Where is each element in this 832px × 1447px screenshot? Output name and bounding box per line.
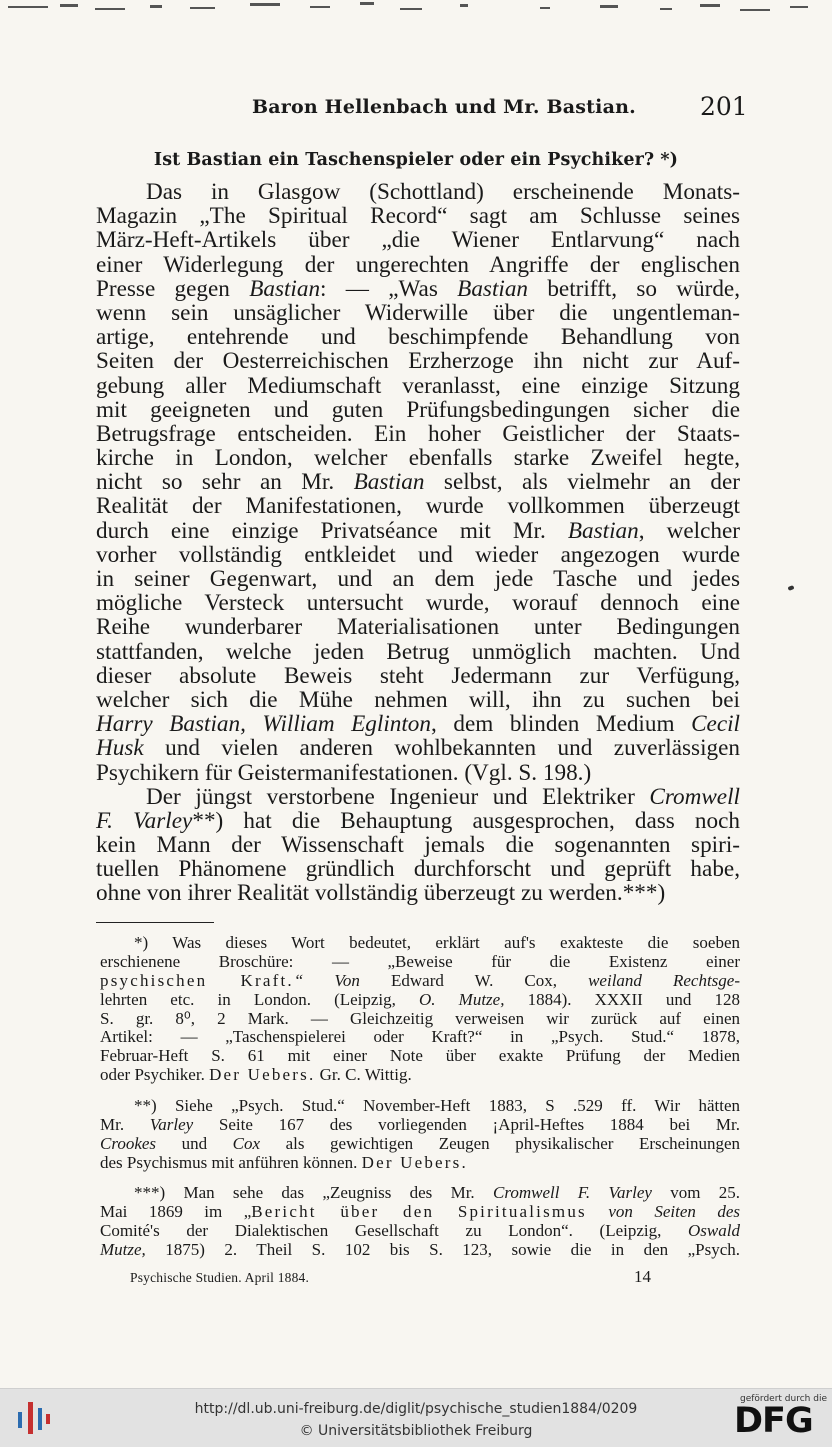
text-run: 1884). XXXII und 128 (504, 989, 740, 1009)
text-run: Comité's der Dialektischen Gesellschaft zu London“. (Leipzig, (100, 1220, 689, 1240)
text-run: Cromwell F. Varley (493, 1183, 652, 1202)
footnote-1-line (100, 1047, 740, 1066)
text-run: gebung aller Mediumschaft veranlasst, eine einzige Sitzung (96, 372, 740, 399)
journal-signature: Psychische Studien. April 1884. (130, 1270, 310, 1285)
body-line (96, 180, 740, 204)
text-run: Reihe wunderbarer Materialisationen unter Bedingungen (96, 614, 740, 641)
text-run: weiland Rechtsge- (557, 970, 741, 990)
body-line (96, 785, 740, 809)
body-line (96, 567, 740, 591)
text-run: Der Uebers. (361, 1152, 468, 1172)
text-run: dieser absolute Beweis steht Jedermann zur Verfügung, (96, 662, 740, 689)
body-line (96, 301, 740, 325)
body-line (96, 374, 740, 398)
footnote-1 (100, 934, 740, 1085)
text-run: Cox (232, 1133, 261, 1153)
text-run: “ Von (293, 970, 391, 990)
footnote-1-line (100, 1066, 740, 1085)
page-number: 201 (700, 92, 748, 121)
text-run: Gr. C. Wittig. (319, 1065, 412, 1085)
text-run: psychischen Kraft. (100, 970, 294, 990)
text-run: Bastian (457, 275, 529, 302)
text-run: von Seiten des (586, 1201, 740, 1221)
body-line (96, 446, 740, 470)
body-line (96, 857, 740, 881)
permalink-url[interactable]: http://dl.ub.uni-freiburg.de/diglit/psychische_studien1884/0209 (194, 1401, 638, 1417)
text-run: Mutze, (100, 1239, 146, 1259)
dfg-tagline: gefördert durch die (740, 1394, 827, 1404)
text-run: Cecil (691, 711, 740, 738)
text-run: März-Heft-Artikels über „die Wiener Entlarvung“ nach (96, 227, 740, 254)
text-run: lehrten etc. in London. (Leipzig, (100, 989, 420, 1009)
text-run: in seiner Gegenwart, und an dem jede Tasche und jedes (96, 566, 740, 592)
body-line (96, 591, 740, 615)
body-line (96, 277, 740, 301)
text-run: Bastian (353, 469, 425, 496)
text-run: kirche in London, welcher ebenfalls starke Zweifel hegte, (96, 445, 740, 472)
text-run: Magazin „The Spiritual Record“ sagt am Schlusse seines (96, 203, 740, 230)
footnote-rule (96, 922, 214, 923)
body-line (96, 761, 740, 785)
text-run: *) Was dieses Wort bedeutet, erklärt auf's exakteste die soeben (134, 933, 740, 952)
body-line (96, 494, 740, 518)
text-run: durch eine einzige Privatséance mit Mr. (96, 517, 568, 544)
text-run: Presse gegen (96, 275, 250, 302)
text-run: vorher vollständig entkleidet und wieder angezogen wurde (96, 541, 740, 568)
body-line (96, 228, 740, 252)
text-run: Psychikern für Geistermanifestationen. (Vgl. S. 198.) (96, 759, 592, 786)
text-run: **) Siehe „Psych. Stud.“ November-Heft 1883, S .529 ff. Wir hätten (134, 1096, 740, 1115)
running-title: Baron Hellenbach und Mr. Bastian. (252, 96, 636, 118)
body-line (96, 881, 740, 905)
text-run: Mai 1869 im „ (100, 1201, 252, 1221)
footnote-2-line (100, 1116, 740, 1135)
dfg-logo: DFG (734, 1401, 813, 1441)
footnote-1-line (100, 953, 740, 972)
body-line (96, 543, 740, 567)
body-line (96, 833, 740, 857)
signature-line (100, 1267, 660, 1289)
body-line (96, 712, 740, 736)
body-line (96, 688, 740, 712)
body-line (96, 736, 740, 760)
footnote-3-line (100, 1184, 740, 1203)
text-run: betrifft, so würde, (528, 275, 740, 302)
section-title: Ist Bastian ein Taschenspieler oder ein Psychiker? *) (153, 150, 679, 170)
text-run: kein Mann der Wissenschaft jemals die sogenannten spiri- (96, 832, 740, 859)
text-run: Cromwell (649, 783, 740, 810)
text-run: , dem blinden Medium (431, 711, 692, 738)
text-run: Realität der Manifestationen, wurde vollkommen überzeugt (96, 493, 740, 520)
text-run: erschienene Broschüre: — „ (100, 951, 396, 971)
text-run: Crookes (100, 1133, 157, 1153)
body-line (96, 325, 740, 349)
body-line (96, 809, 740, 833)
footnote-3-line (100, 1241, 740, 1260)
text-run: Der Uebers. (209, 1065, 316, 1085)
text-run: 1875) 2. Theil S. 102 bis S. 123, sowie die in den „Psych. (145, 1239, 740, 1259)
body-line (96, 470, 740, 494)
text-run: Husk (96, 735, 144, 762)
text-run: : — „Was (320, 275, 458, 302)
scan-speckle-decoration (0, 0, 832, 30)
text-run: mit geeigneten und guten Prüfungsbedingungen sicher die (96, 396, 740, 423)
sheet-number: 14 (634, 1267, 651, 1286)
text-run: artige, entehrende und beschimpfende Behandlung von (96, 324, 740, 351)
footnote-3-line (100, 1203, 740, 1222)
body-line (96, 398, 740, 422)
body-line (96, 422, 740, 446)
footnote-1-line (100, 1010, 740, 1029)
body-line (96, 664, 740, 688)
body-text (96, 180, 740, 906)
text-run: mögliche Versteck untersucht wurde, worauf dennoch eine (96, 590, 740, 617)
text-run: ***) Man sehe das „Zeugniss des Mr. (134, 1183, 493, 1202)
text-run: , welcher (638, 517, 740, 544)
text-run: Bericht über den Spiritualismus (251, 1201, 587, 1221)
body-line (96, 640, 740, 664)
text-run: tuellen Phänomene gründlich durchforscht und geprüft habe, (96, 856, 740, 883)
text-run: Februar-Heft S. 61 mit einer Note über exakte Prüfung der Medien (100, 1046, 740, 1066)
footnote-1-line (100, 1028, 740, 1047)
text-run: welcher sich die Mühe nehmen will, ihn zu suchen bei (96, 686, 740, 713)
body-line (96, 253, 740, 277)
footnote-2-line (100, 1097, 740, 1116)
footnote-3 (100, 1184, 740, 1260)
text-run: Betrugsfrage entscheiden. Ein hoher Geistlicher der Staats- (96, 420, 740, 447)
copyright-notice: © Universitätsbibliothek Freiburg (299, 1423, 533, 1439)
text-run: Edward W. Cox, (390, 970, 558, 990)
page-header (0, 94, 832, 130)
footnote-1-line (100, 991, 740, 1010)
text-run: F. Varley (96, 807, 193, 834)
text-run: Varley (149, 1114, 194, 1134)
ink-speck (787, 585, 794, 591)
text-run: als gewichtigen Zeugen physikalischer Erscheinungen (260, 1133, 740, 1153)
text-run: nicht so sehr an Mr. (96, 469, 354, 496)
text-run: selbst, als vielmehr an der (424, 469, 740, 496)
text-run: Der jüngst verstorbene Ingenieur und Elektriker (146, 783, 650, 810)
footnote-1-line (100, 972, 740, 991)
text-run: Seiten der Oesterreichischen Erzherzoge ihn nicht zur Auf- (96, 348, 740, 375)
text-run: Bastian (249, 275, 321, 302)
text-run: Artikel: — „Taschenspielerei oder Kraft?“ in „Psych. Stud.“ 1878, (100, 1027, 740, 1047)
footnote-3-line (100, 1222, 740, 1241)
text-run: oder Psychiker. (100, 1065, 210, 1085)
body-line (96, 204, 740, 228)
body-line (96, 349, 740, 373)
text-run: des Psychismus mit anführen können. (100, 1152, 362, 1172)
text-run: und (156, 1133, 233, 1153)
text-run: stattfanden, welche jeden Betrug unmöglich machten. Und (96, 638, 740, 665)
footnote-1-line (100, 934, 740, 953)
text-run: Harry Bastian, William Eglinton (96, 711, 431, 738)
text-run: einer Widerlegung der ungerechten Angriffe der englischen (96, 251, 740, 278)
text-run: wenn sein unsäglicher Widerwille über die ungentleman- (96, 299, 740, 326)
text-run: S. gr. 8⁰, 2 Mark. — Gleichzeitig verweisen wir zurück auf einen (100, 1008, 740, 1028)
text-run: Mr. (100, 1114, 150, 1134)
body-line (96, 519, 740, 543)
text-run: Beweise für die Existenz einer (395, 951, 740, 971)
footnote-2-line (100, 1154, 740, 1173)
text-run: Seite 167 des vorliegenden ¡April-Heftes 1884 bei Mr. (193, 1114, 741, 1134)
text-run: Das in Glasgow (Schottland) erscheinende Monats- (146, 179, 740, 205)
text-run: und vielen anderen wohlbekannten und zuverlässigen (143, 735, 740, 762)
text-run: O. Mutze, (419, 989, 505, 1009)
text-run: **) hat die Behauptung ausgesprochen, dass noch (192, 807, 740, 834)
text-run: vom 25. (651, 1183, 741, 1202)
text-run: Bastian (567, 517, 639, 544)
text-run: Oswald (688, 1220, 740, 1240)
footnote-2-line (100, 1135, 740, 1154)
text-run: ohne von ihrer Realität vollständig überzeugt zu werden.***) (96, 880, 666, 907)
body-line (96, 615, 740, 639)
footnote-2 (100, 1097, 740, 1173)
